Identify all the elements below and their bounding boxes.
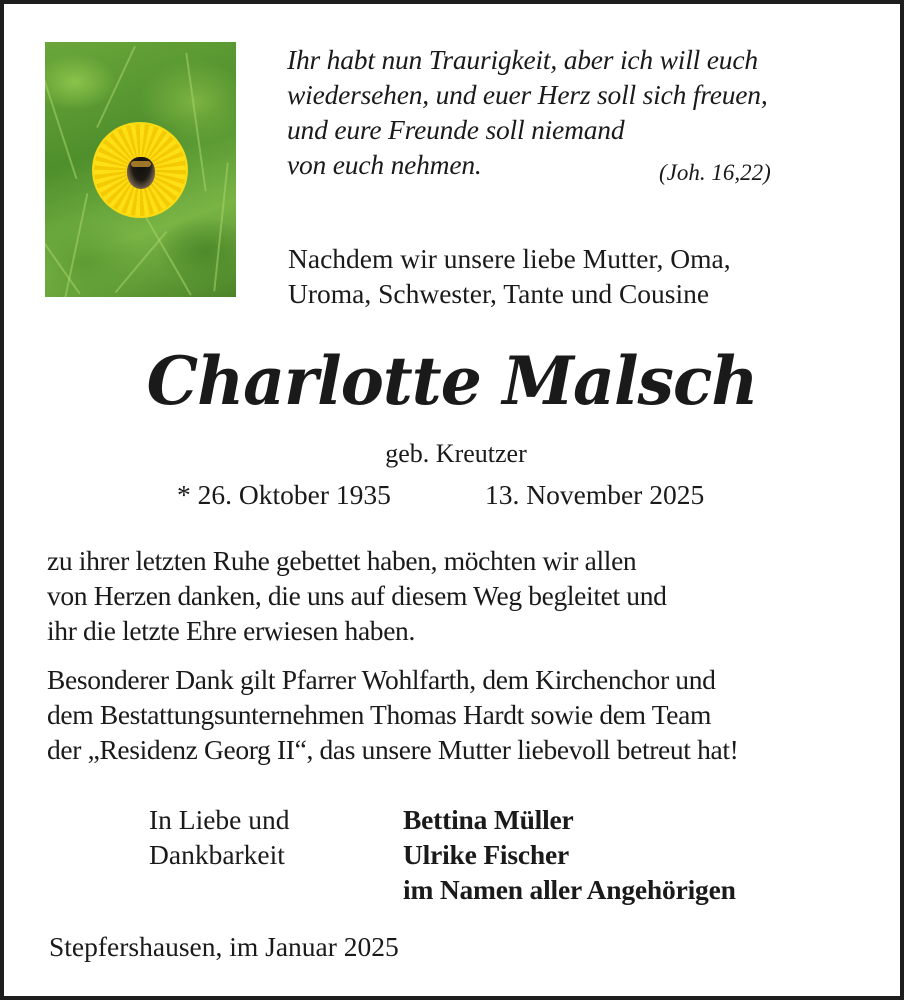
verse-line: von euch nehmen. xyxy=(287,149,482,180)
text-line: zu ihrer letzten Ruhe gebettet haben, möchten wir allen xyxy=(47,545,637,576)
dandelion-bee-photo xyxy=(45,42,236,297)
death-date: 13. November 2025 xyxy=(485,479,705,510)
verse-reference: (Joh. 16,22) xyxy=(659,160,771,185)
signers xyxy=(403,802,736,907)
deceased-name: Charlotte Malsch xyxy=(146,342,758,420)
signer-name: Ulrike Fischer xyxy=(403,839,569,870)
intro-line: Nachdem wir unsere liebe Mutter, Oma, xyxy=(288,243,731,274)
text-line: der „Residenz Georg II“, das unsere Mutter liebevoll betreut hat! xyxy=(47,734,739,765)
bible-verse xyxy=(287,42,877,182)
verse-line: wiedersehen, und euer Herz soll sich freuen, xyxy=(287,79,768,110)
paragraph-special-thanks xyxy=(47,662,877,767)
text-line: von Herzen danken, die uns auf diesem Weg begleitet und xyxy=(47,580,667,611)
text-line: dem Bestattungsunternehmen Thomas Hardt sowie dem Team xyxy=(47,699,711,730)
bumblebee xyxy=(127,157,155,189)
signer-name: Bettina Müller xyxy=(403,804,574,835)
closing-line: In Liebe und xyxy=(149,804,290,835)
closing-line: Dankbarkeit xyxy=(149,839,285,870)
maiden-name: geb. Kreutzer xyxy=(385,439,527,468)
intro-line: Uroma, Schwester, Tante und Cousine xyxy=(288,278,710,309)
verse-line: Ihr habt nun Traurigkeit, aber ich will euch xyxy=(287,44,758,75)
text-line: ihr die letzte Ehre erwiesen haben. xyxy=(47,615,415,646)
text-line: Besonderer Dank gilt Pfarrer Wohlfarth, dem Kirchenchor und xyxy=(47,664,716,695)
birth-date: * 26. Oktober 1935 xyxy=(177,479,391,510)
place-and-date: Stepfershausen, im Januar 2025 xyxy=(49,931,399,962)
intro-text xyxy=(288,241,731,311)
thank-you-text xyxy=(47,543,877,781)
verse-line: und eure Freunde soll niemand xyxy=(287,114,625,145)
paragraph-thanks xyxy=(47,543,877,648)
closing-phrase xyxy=(149,802,290,872)
signer-note: im Namen aller Angehörigen xyxy=(403,874,736,905)
